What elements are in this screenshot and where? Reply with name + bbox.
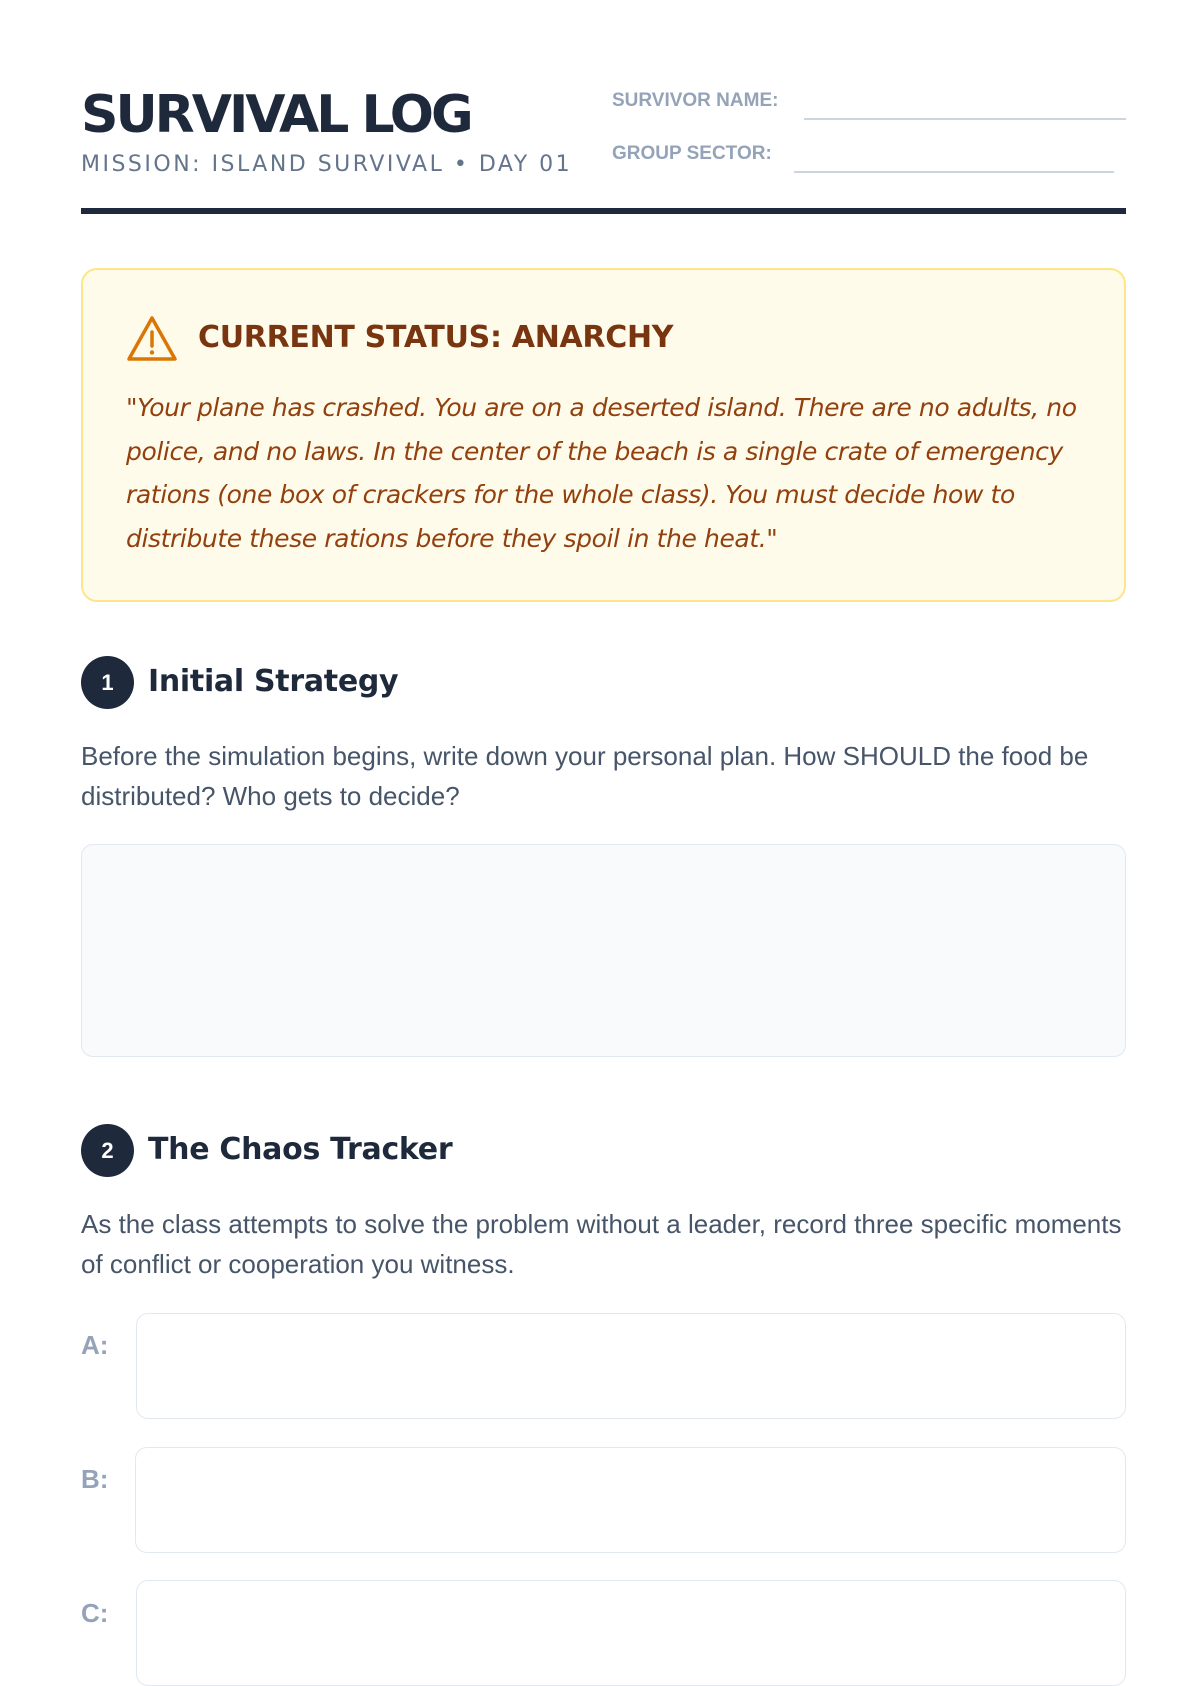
entry-label-c: C: bbox=[81, 1598, 109, 1628]
survivor-name-label: SURVIVOR NAME: bbox=[612, 90, 779, 111]
group-sector-row bbox=[612, 137, 1114, 173]
group-sector-label: GROUP SECTOR: bbox=[612, 143, 772, 164]
survivor-name-field[interactable] bbox=[804, 118, 1126, 120]
worksheet-page bbox=[81, 0, 1126, 1628]
status-alert-box bbox=[81, 268, 1126, 602]
section-description: As the class attempts to solve the problem without a leader, record three specific moments of conflict or cooperation you witness. bbox=[81, 1209, 1122, 1279]
warning-triangle-icon bbox=[126, 315, 178, 363]
initial-strategy-answer-box[interactable] bbox=[81, 844, 1126, 1057]
section-chaos-tracker-header bbox=[81, 1124, 681, 1178]
section-description: Before the simulation begins, write down your personal plan. How SHOULD the food be distributed? Who gets to decide? bbox=[81, 741, 1089, 811]
worksheet-header bbox=[81, 84, 1126, 216]
section-number-badge: 1 bbox=[81, 656, 134, 709]
entry-label-b: B: bbox=[81, 1464, 109, 1494]
group-sector-field[interactable] bbox=[794, 171, 1114, 173]
header-divider bbox=[81, 208, 1126, 214]
alert-title: CURRENT STATUS: ANARCHY bbox=[198, 320, 674, 355]
entry-answer-box-c[interactable] bbox=[136, 1580, 1126, 1686]
entry-answer-box-b[interactable] bbox=[135, 1447, 1126, 1553]
section-title: The Chaos Tracker bbox=[148, 1132, 453, 1167]
section-number-badge: 2 bbox=[81, 1124, 134, 1177]
mission-subtitle: MISSION: ISLAND SURVIVAL • DAY 01 bbox=[81, 152, 573, 177]
section-initial-strategy-header bbox=[81, 656, 681, 710]
page-title: SURVIVAL LOG bbox=[81, 85, 471, 145]
section-title: Initial Strategy bbox=[148, 664, 399, 699]
alert-scenario-text: "Your plane has crashed. You are on a deserted island. There are no adults, no police, and no laws. In the center of the beach is a single crate of emergency rations (one box of crackers for the whole class). You must decide how to distribute these rations before they spoil in the heat." bbox=[126, 393, 1077, 553]
survivor-name-row bbox=[612, 84, 1126, 120]
entry-label-a: A: bbox=[81, 1330, 109, 1360]
entry-answer-box-a[interactable] bbox=[136, 1313, 1126, 1419]
